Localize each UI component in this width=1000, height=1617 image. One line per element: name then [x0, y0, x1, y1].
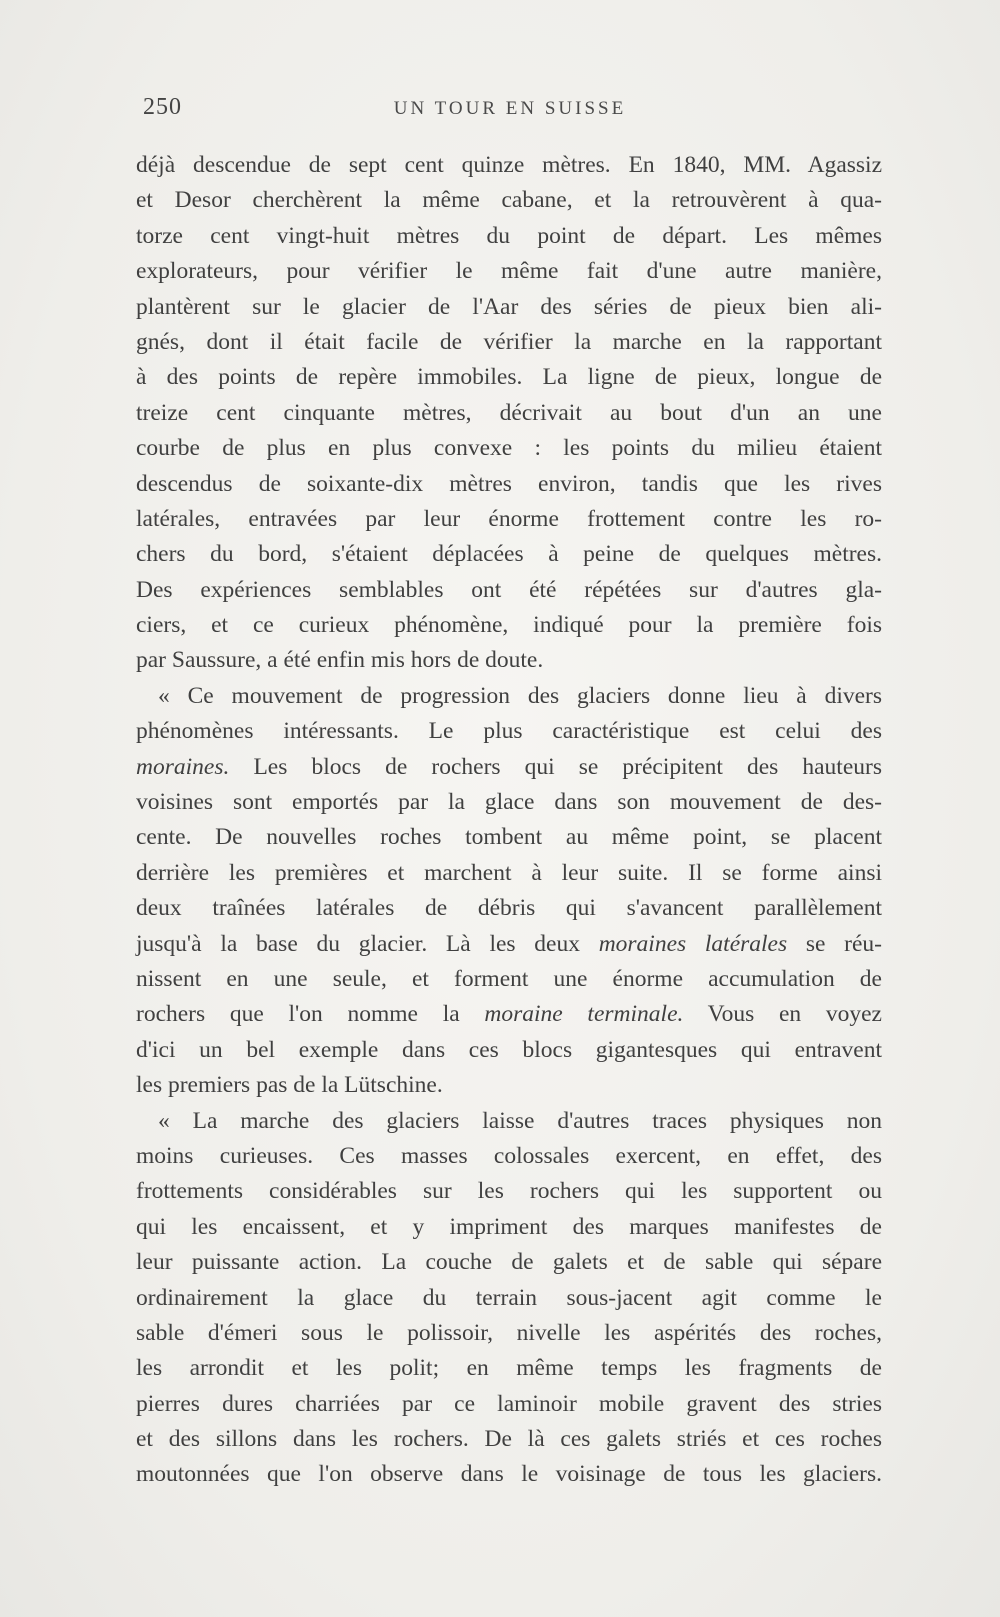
text-line: à des points de repère immobiles. La ligne de pieux, longue de [136, 364, 882, 391]
text-line: moins curieuses. Ces masses colossales exercent, en effet, des [136, 1142, 882, 1169]
text-line: ordinairement la glace du terrain sous-jacent agit comme le [136, 1284, 882, 1311]
text-line: les premiers pas de la Lütschine. [136, 1072, 443, 1099]
text-line: et Desor cherchèrent la même cabane, et la retrouvèrent à qua- [136, 187, 882, 214]
text-line: et des sillons dans les rochers. De là ces galets striés et ces roches [136, 1426, 882, 1453]
text-line: jusqu'à la base du glacier. Là les deux moraines latérales se réu- [136, 930, 882, 957]
text-line: descendus de soixante-dix mètres environ, tandis que les rives [136, 470, 882, 497]
text-line: voisines sont emportés par la glace dans son mouvement de des- [136, 789, 882, 816]
running-head: UN TOUR EN SUISSE [393, 98, 627, 119]
text-line: torze cent vingt-huit mètres du point de départ. Les mêmes [136, 222, 882, 249]
text-line: chers du bord, s'étaient déplacées à peine de quelques mètres. [136, 541, 882, 568]
text-line: sable d'émeri sous le polissoir, nivelle les aspérités des roches, [136, 1319, 882, 1346]
page-number: 250 [143, 94, 182, 120]
text-line: rochers que l'on nomme la moraine terminale. Vous en voyez [136, 1001, 882, 1028]
text-line: deux traînées latérales de débris qui s'avancent parallèlement [136, 895, 882, 922]
text-line: leur puissante action. La couche de galets et de sable qui sépare [136, 1249, 882, 1276]
text-line: les arrondit et les polit; en même temps les fragments de [136, 1355, 882, 1382]
text-line: treize cent cinquante mètres, décrivait au bout d'un an une [136, 399, 882, 426]
text-line: latérales, entravées par leur énorme frottement contre les ro- [136, 505, 882, 532]
text-line: gnés, dont il était facile de vérifier la marche en la rapportant [136, 328, 882, 355]
text-line: pierres dures charriées par ce laminoir mobile gravent des stries [136, 1390, 882, 1417]
text-line: phénomènes intéressants. Le plus caractéristique est celui des [136, 718, 882, 745]
text-line: frottements considérables sur les rochers qui les supportent ou [136, 1178, 882, 1205]
text-line: plantèrent sur le glacier de l'Aar des séries de pieux bien ali- [136, 293, 882, 320]
text-line: Des expériences semblables ont été répétées sur d'autres gla- [136, 576, 882, 603]
italic-term: moraines. [136, 753, 230, 780]
italic-term: moraines latérales [598, 930, 788, 957]
text-line: « Ce mouvement de progression des glaciers donne lieu à divers [158, 682, 882, 709]
text-line: nissent en une seule, et forment une énorme accumulation de [136, 965, 882, 992]
body-text [136, 148, 882, 1493]
italic-term: moraine terminale. [484, 1001, 684, 1028]
text-line: courbe de plus en plus convexe : les points du milieu étaient [136, 435, 882, 462]
text-line: moraines. Les blocs de rochers qui se précipitent des hauteurs [136, 753, 882, 780]
text-line: moutonnées que l'on observe dans le voisinage de tous les glaciers. [136, 1461, 882, 1488]
text-line: ciers, et ce curieux phénomène, indiqué pour la première fois [136, 612, 882, 639]
text-line: cente. De nouvelles roches tombent au même point, se placent [136, 824, 882, 851]
text-line: qui les encaissent, et y impriment des marques manifestes de [136, 1213, 882, 1240]
text-line: d'ici un bel exemple dans ces blocs gigantesques qui entravent [136, 1036, 882, 1063]
text-line: déjà descendue de sept cent quinze mètres. En 1840, MM. Agassiz [136, 152, 882, 178]
text-line: explorateurs, pour vérifier le même fait d'une autre manière, [136, 258, 882, 285]
text-line: par Saussure, a été enfin mis hors de doute. [136, 647, 544, 674]
text-line: « La marche des glaciers laisse d'autres traces physiques non [158, 1107, 882, 1134]
page-header [140, 94, 880, 134]
text-line: derrière les premières et marchent à leur suite. Il se forme ainsi [136, 859, 882, 886]
